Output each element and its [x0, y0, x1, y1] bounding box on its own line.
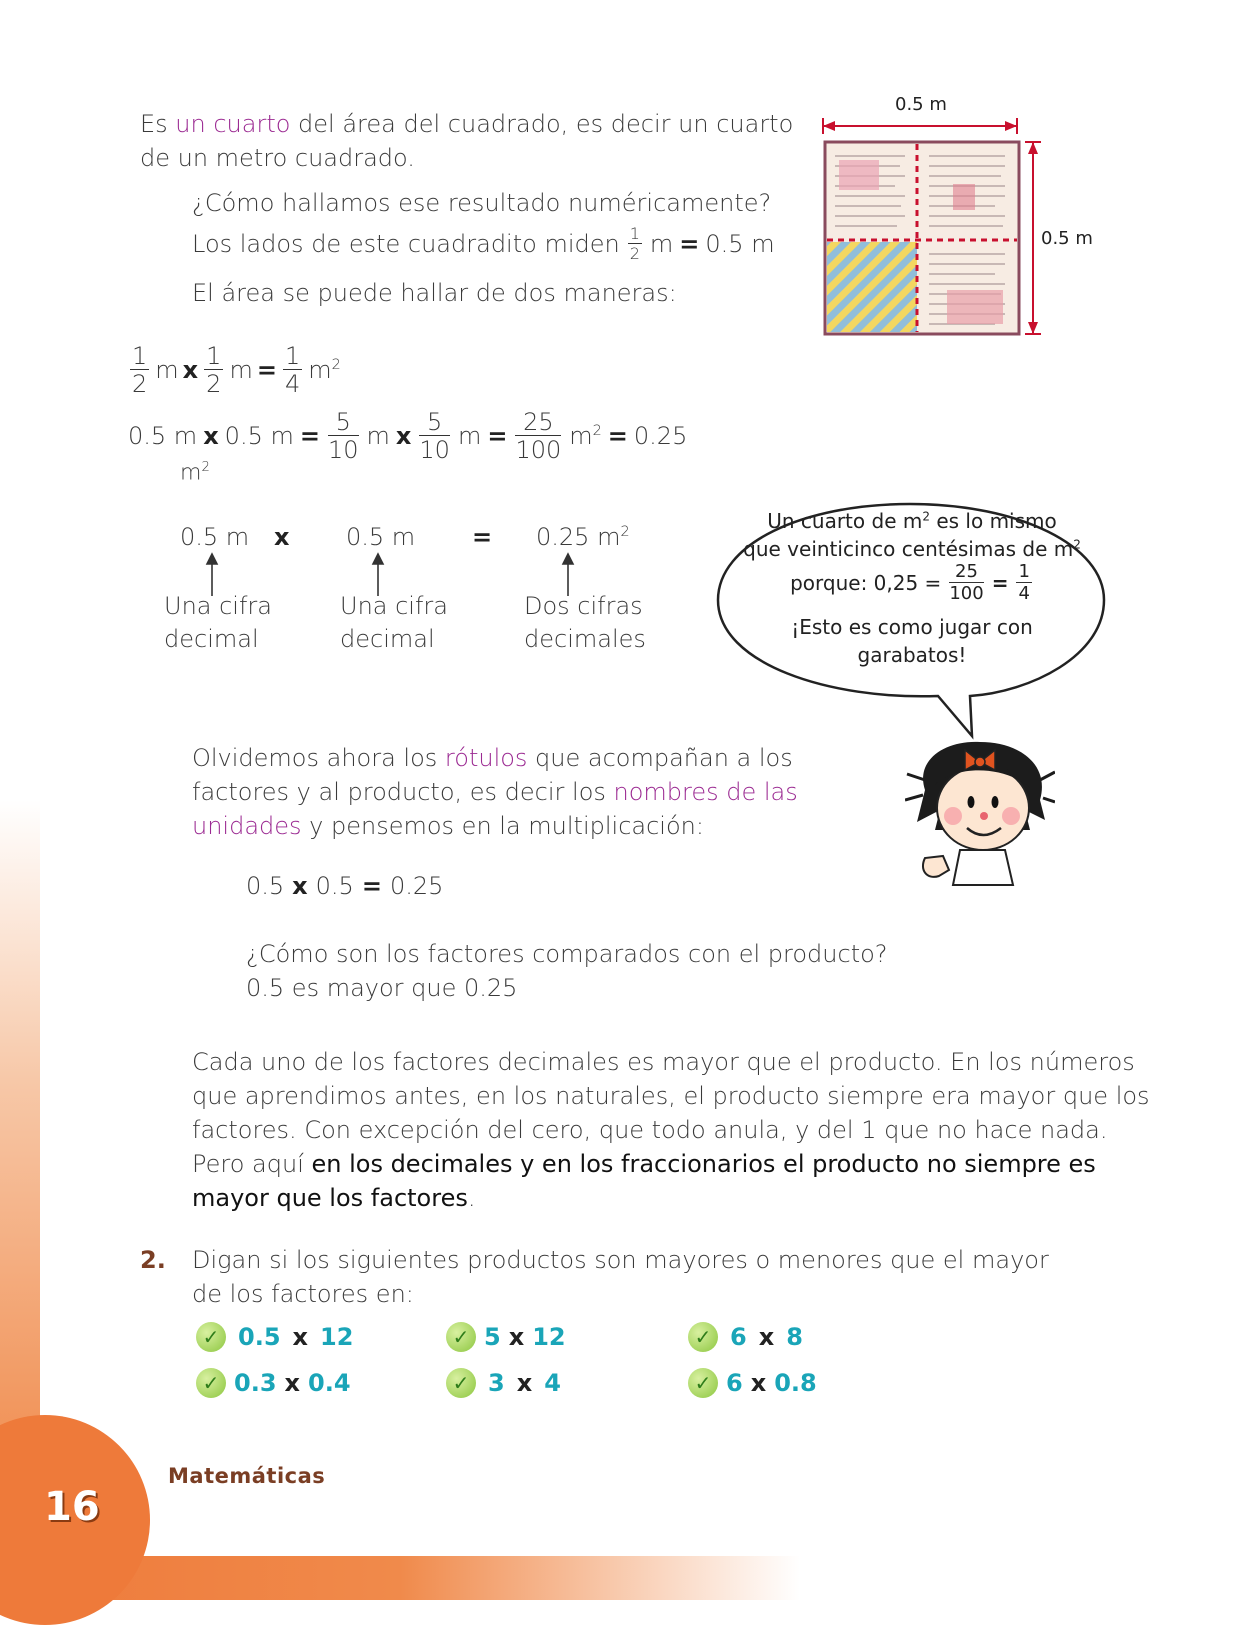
- square-figure: [805, 90, 1105, 360]
- exercise-line-2: de los factores en:: [192, 1280, 414, 1308]
- fraction: [130, 344, 149, 396]
- bubble-line-3: [742, 563, 1082, 603]
- fraction-numerator: 1: [629, 224, 640, 243]
- factor: 0.5: [315, 872, 354, 900]
- text: y pensemos en la multiplicación:: [301, 812, 704, 840]
- label-a-line-2: decimal: [164, 625, 259, 653]
- denominator: 100: [515, 436, 562, 464]
- compare-question: ¿Cómo son los factores comparados con el producto?: [246, 940, 888, 968]
- unit: m: [457, 422, 482, 450]
- fraction: [1016, 563, 1031, 603]
- highlight-nombres: nombres de las: [613, 778, 798, 806]
- denominator: 100: [949, 583, 984, 604]
- intro-line-1: [140, 110, 793, 138]
- bubble-text: que veinticinco centésimas de m: [743, 537, 1074, 561]
- factor: 0.5 m: [128, 422, 198, 450]
- intro-question: ¿Cómo hallamos ese resultado numéricamente?: [192, 189, 772, 217]
- speech-bubble: [742, 507, 1082, 669]
- side-dimension-label: 0.5 m: [1041, 228, 1093, 249]
- text: factores y al producto, es decir los: [192, 778, 614, 806]
- left-decorative-strip: [0, 800, 40, 1500]
- label-b-line-2: decimal: [340, 625, 435, 653]
- highlight-unidades: unidades: [192, 812, 302, 840]
- equals-sign: =: [991, 571, 1009, 595]
- numerator: 1: [1018, 561, 1030, 582]
- superscript: 2: [331, 357, 341, 373]
- denominator: 10: [419, 436, 450, 464]
- paragraph3-line-5: [192, 1184, 476, 1212]
- factor: 6: [726, 1369, 743, 1397]
- factor: 0.8: [774, 1369, 817, 1397]
- numerator: 1: [284, 342, 301, 370]
- equals-sign: =: [679, 230, 700, 258]
- page-number: 16: [44, 1484, 100, 1530]
- numerator: 1: [132, 342, 148, 370]
- denominator: 2: [132, 370, 148, 398]
- paragraph3-line-1: Cada uno de los factores decimales es mayor que el producto. En los números: [192, 1048, 1135, 1076]
- square-drawing: [805, 90, 1105, 360]
- intro-text: del área del cuadrado, es decir un cuarto: [290, 110, 794, 138]
- unit-m: m: [649, 230, 674, 258]
- check-icon: ✓: [196, 1322, 226, 1352]
- product: 0.25: [389, 872, 444, 900]
- equals-sign: =: [487, 422, 508, 450]
- exercise-option[interactable]: [688, 1368, 817, 1398]
- paragraph3-line-4: [192, 1150, 1096, 1178]
- fraction: [328, 410, 359, 462]
- bubble-line-2: [742, 535, 1082, 563]
- fraction-denominator: 2: [629, 244, 640, 263]
- equation-decimals: [128, 410, 687, 462]
- factor: 12: [320, 1323, 354, 1351]
- fraction-half: [628, 226, 642, 262]
- multiplication-expression: [246, 872, 443, 900]
- bubble-text: porque: 0,25 =: [790, 571, 942, 595]
- paragraph3-line-2: que aprendimos antes, en los naturales, el producto siempre era mayor que los: [192, 1082, 1150, 1110]
- product-value: 0.25 m: [536, 523, 621, 551]
- emphasis-text: mayor que los factores: [192, 1184, 468, 1212]
- exercise-line-1: Digan si los siguientes productos son mayores o menores que el mayor: [192, 1246, 1049, 1274]
- times-sign: x: [203, 422, 219, 450]
- intro-area-text: El área se puede hallar de dos maneras:: [192, 279, 677, 307]
- superscript: 2: [922, 509, 930, 524]
- bubble-text: Un cuarto de m: [767, 509, 923, 533]
- times-sign: x: [182, 356, 199, 384]
- unit-squared: [308, 356, 341, 384]
- superscript: 2: [1073, 537, 1081, 552]
- equals-sign: =: [361, 872, 382, 900]
- intro-line-2: de un metro cuadrado.: [140, 144, 415, 172]
- paragraph3-line-3: factores. Con excepción del cero, que todo anula, y del 1 que no hace nada.: [192, 1116, 1108, 1144]
- factor: 0.4: [308, 1369, 351, 1397]
- bubble-line-5: garabatos!: [857, 643, 967, 667]
- factor: 3: [488, 1369, 505, 1397]
- numerator: 5: [328, 410, 359, 436]
- factor: 12: [532, 1323, 566, 1351]
- unit: m: [569, 422, 593, 450]
- fraction: [283, 344, 302, 396]
- check-icon: ✓: [196, 1368, 226, 1398]
- denominator: 2: [206, 370, 222, 398]
- unit: m: [366, 422, 390, 450]
- bubble-line-4: ¡Esto es como jugar con: [791, 615, 1033, 639]
- exercise-option[interactable]: [446, 1368, 561, 1398]
- equation-wrap-unit: [180, 460, 210, 485]
- exercise-option[interactable]: [446, 1322, 566, 1352]
- numerator: 25: [949, 563, 983, 583]
- times-sign: x: [292, 872, 308, 900]
- times-sign: x: [516, 1369, 533, 1397]
- times-sign: x: [292, 1323, 308, 1351]
- factor: 6: [730, 1323, 747, 1351]
- times-sign: x: [284, 1369, 300, 1397]
- factor: 8: [786, 1323, 803, 1351]
- footer-subject: Matemáticas: [168, 1464, 326, 1488]
- sides-text: Los lados de este cuadradito miden: [192, 230, 620, 258]
- decimal-factor-a: 0.5 m: [180, 523, 250, 551]
- unit: m: [308, 356, 332, 384]
- denominator: 10: [327, 436, 359, 464]
- text: .: [467, 1184, 476, 1212]
- factor: 0.5 m: [224, 422, 294, 450]
- equation-fractions: [128, 344, 341, 396]
- exercise-option[interactable]: [196, 1322, 353, 1352]
- top-dimension-label: 0.5 m: [895, 94, 947, 115]
- paragraph2-line-1: [192, 744, 793, 772]
- label-a-line-1: Una cifra: [164, 592, 272, 620]
- highlight-rotulos: rótulos: [444, 744, 528, 772]
- denominator: 4: [1018, 583, 1030, 604]
- check-icon: ✓: [446, 1368, 476, 1398]
- label-b-line-1: Una cifra: [340, 592, 448, 620]
- times-sign: x: [750, 1369, 767, 1397]
- unit: m: [155, 356, 179, 384]
- decimal-product: [536, 523, 630, 551]
- factor: 0.5: [246, 872, 285, 900]
- superscript: 2: [620, 524, 630, 540]
- fraction: [419, 410, 450, 462]
- result: 0.25: [633, 422, 688, 450]
- factor: 0.3: [234, 1369, 277, 1397]
- paragraph2-line-2: [192, 778, 798, 806]
- numerator: 5: [419, 410, 450, 436]
- intro-text: Es: [140, 110, 176, 138]
- numerator: 1: [206, 342, 222, 370]
- exercise-option[interactable]: [688, 1322, 803, 1352]
- check-icon: ✓: [446, 1322, 476, 1352]
- highlight-un-cuarto: un cuarto: [175, 110, 291, 138]
- fraction: [515, 410, 561, 462]
- label-c-line-2: decimales: [524, 625, 646, 653]
- text: que acompañan a los: [527, 744, 793, 772]
- exercise-option[interactable]: [196, 1368, 351, 1398]
- numerator: 25: [515, 410, 561, 436]
- times-sign: x: [508, 1323, 525, 1351]
- girl-character-illustration: [905, 730, 1055, 890]
- unit: m: [229, 356, 253, 384]
- factor: 0.5: [238, 1323, 281, 1351]
- fraction: [204, 344, 223, 396]
- equals-sign: =: [256, 356, 277, 384]
- check-icon: ✓: [688, 1322, 718, 1352]
- factor: 4: [544, 1369, 561, 1397]
- equals-sign: =: [299, 422, 320, 450]
- sides-value: 0.5 m: [705, 230, 775, 258]
- times-sign: x: [274, 523, 290, 551]
- unit: m: [180, 460, 202, 486]
- check-icon: ✓: [688, 1368, 718, 1398]
- decimal-factor-b: 0.5 m: [346, 523, 416, 551]
- factor: 5: [484, 1323, 501, 1351]
- exercise-number: 2.: [140, 1246, 166, 1274]
- times-sign: x: [395, 422, 412, 450]
- bubble-line-1: [742, 507, 1082, 535]
- bubble-text: es lo mismo: [929, 509, 1057, 533]
- label-c-line-1: Dos cifras: [524, 592, 643, 620]
- intro-sides: [192, 226, 775, 262]
- equals-sign: =: [472, 523, 493, 551]
- equals-sign: =: [607, 422, 628, 450]
- compare-answer: 0.5 es mayor que 0.25: [246, 974, 518, 1002]
- fraction: [949, 563, 983, 603]
- emphasis-text: en los decimales y en los fraccionarios el producto no siempre es: [311, 1150, 1096, 1178]
- unit-squared: [569, 422, 602, 450]
- paragraph2-line-3: [192, 812, 704, 840]
- superscript: 2: [201, 460, 210, 475]
- times-sign: x: [758, 1323, 775, 1351]
- text: Pero aquí: [192, 1150, 312, 1178]
- denominator: 4: [284, 370, 301, 398]
- superscript: 2: [592, 423, 602, 439]
- text: Olvidemos ahora los: [192, 744, 445, 772]
